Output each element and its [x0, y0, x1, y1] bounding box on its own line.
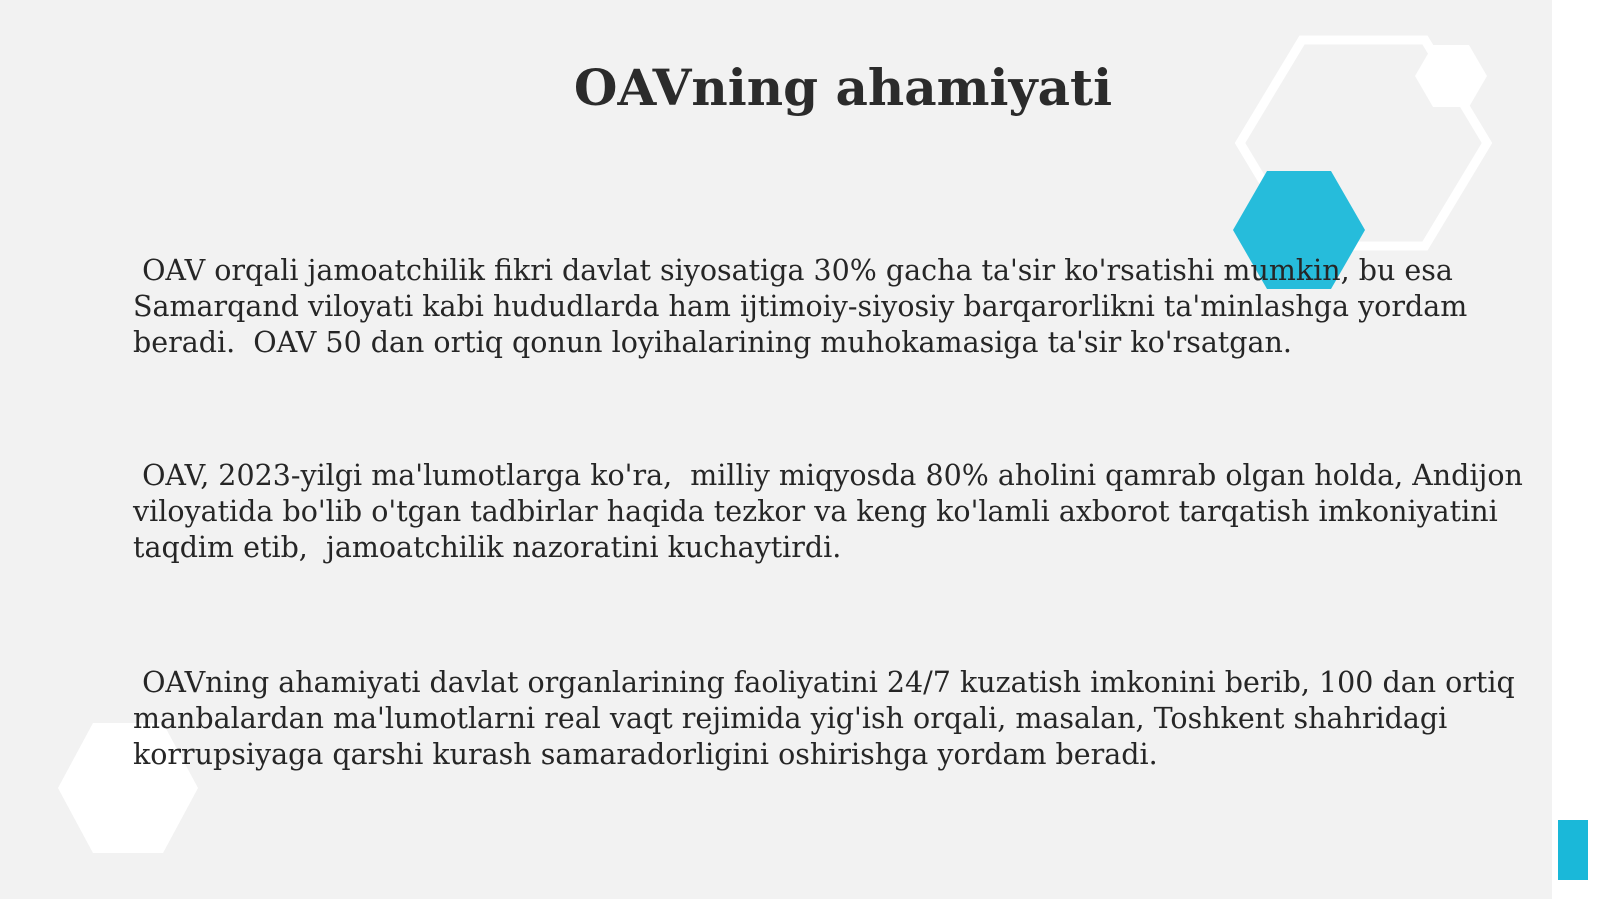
- paragraph-media-coverage: OAV, 2023-yilgi ma'lumotlarga ko'ra, milliy miqyosda 80% aholini qamrab olgan holda, Andijon viloyatida bo'lib o'tgan tadbirlar haqida tezkor va keng ko'lamli axborot tarqatish imkoniyatini taqdim etib, jamoatchilik nazoratini kuchaytirdi.: [133, 459, 1532, 564]
- slide-title: OAVning ahamiyati: [573, 58, 1113, 117]
- scrollbar-thumb[interactable]: [1558, 820, 1588, 880]
- right-side-strip: [1552, 0, 1600, 899]
- paragraph-media-monitoring: OAVning ahamiyati davlat organlarining faoliyatini 24/7 kuzatish imkonini berib, 100 dan ortiq manbalardan ma'lumotlarni real vaqt rejimida yig'ish orqali, masalan, Toshkent shahridagi korrupsiyaga qarshi kurash samaradorligini oshirishga yordam beradi.: [133, 666, 1524, 771]
- paragraph-media-influence: OAV orqali jamoatchilik fikri davlat siyosatiga 30% gacha ta'sir ko'rsatishi mumkin, bu esa Samarqand viloyati kabi hududlarda ham ijtimoiy-siyosiy barqarorlikni ta'minlashga yordam beradi. OAV 50 dan ortiq qonun loyihalarining muhokamasiga ta'sir ko'rsatgan.: [133, 254, 1477, 359]
